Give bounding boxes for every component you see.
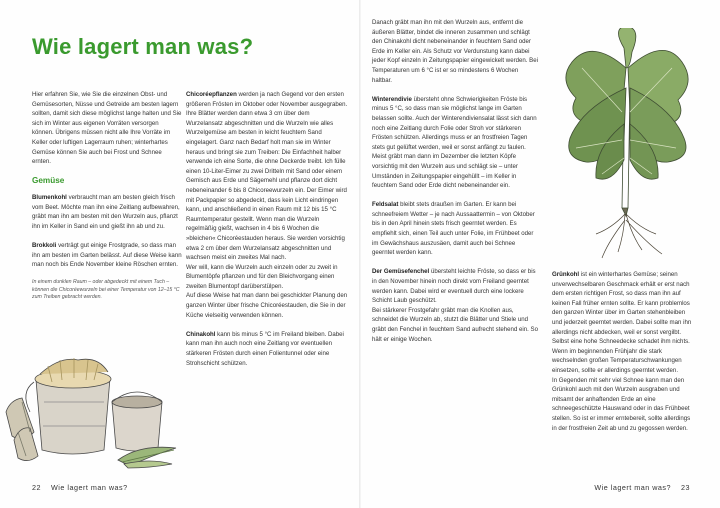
blumenkohl-paragraph — [32, 193, 182, 231]
chinakohl-text: kann bis minus 5 °C im Freiland bleiben. Dabei kann man ihn auch noch eine Zeitlang vor eventuellen stärkeren Frösten durch einen Folientunnel oder eine Strohschicht schützen. — [186, 330, 344, 367]
blumenkohl-text: verbraucht man am besten gleich frisch vom Beet. Möchte man ihn eine Zeitlang aufbewahren, gräbt man ihn am besten mit den Wurzeln aus, pflanzt ihn im Keller in Sand ein und gießt ihn ab und zu. — [32, 193, 180, 230]
feldsalat-paragraph — [372, 200, 538, 258]
chinakohl-term: Chinakohl — [186, 330, 216, 338]
chicoree-text: werden ja nach Gegend vor den ersten größeren Frösten im Oktober oder November ausgegraben. Ihre Blätter werden dann etwa 3 cm über dem Wurzelansatz abgeschnitten und die Wurzeln wie alles Wurzelgemüse am besten in leicht feuchtem Sand eingelagert. Ganz nach Bedarf holt man sie im Winter heraus und bringt sie zum Treiben: Die Einfachheit halber verwende ich eine Sorte, die ohne Deckerde treibt. Ich fülle einen 10-Liter-Eimer zu zwei Dritteln mit Sand oder einem Gemisch aus Erde und Sägemehl und pflanze dort dicht nebeneinander 6 bis 8 Chicoreewurzeln ein. Der Eimer wird mit Packpapier so abgedeckt, dass kein Licht eindringen kann, und anschließend in einen Raum mit 12 bis 15 °C Raumtemperatur gestellt. Wenn man die Wurzeln regelmäßig gießt, wachsen in 4 bis 6 Wochen die »bleichen« Chicoréestauden heraus. Sie werden vorsichtig etwa 2 cm über dem Wurzelansatz abgeschnitten und wachsen meist ein zweites Mal nach. — [186, 91, 348, 262]
footer-right — [594, 483, 690, 492]
chinakohl-continued-paragraph: Danach gräbt man ihn mit den Wurzeln aus, entfernt die äußeren Blätter, bindet die inneren zusammen und schlägt den Chinakohl dicht nebeneinander in feuchtem Sand oder Erde im Keller ein. Als Schutz vor Verdunstung kann dabei jeder Kopf einzeln in Zeitungspapier eingewickelt werden. Bei Temperaturen um 6 °C ist er so mindestens 6 Wochen haltbar. — [372, 19, 538, 84]
chicory-bucket-illustration — [0, 352, 184, 472]
fenchel-text: übersteht leichte Fröste, so dass er bis in den November hinein noch direkt vom Freiland geerntet werden kann. Dabei wird er eventuell durch eine lockere Schicht Laub geschützt. — [372, 268, 536, 305]
feldsalat-text: bleibt stets draußen im Garten. Er kann bei schneefreiem Wetter – je nach Aussaattermin – von Oktober bis in den April hinein stets frisch geerntet werden. Es empfiehlt sich, einen Teil auch unter Folie, im Frühbeet oder im Gewächshaus auszusäen, damit auch bei Schnee geerntet werden kann. — [372, 201, 535, 257]
chicoree-term: Chicoréepflanzen — [186, 91, 237, 98]
brokkoli-text: verträgt gut einige Frostgrade, so dass man ihn am besten im Garten belässt. Auf diese Weise kann man noch bis Ende November kleine Röschen ernten. — [32, 241, 182, 269]
fenchel-term: Der Gemüsefenchel — [372, 268, 430, 276]
gruenkohl-text: ist ein winterhartes Gemüse; seinen unverwechselbaren Geschmack erhält er erst nach dem ersten richtigen Frost, so dass man ihn auf keinen Fall früher ernten sollte. Er kann problemlos den ganzen Winter über im Garten stehenbleiben und jederzeit geerntet werden. Dabei sollte man ihn allerdings nicht abdecken, weil er sonst vergilbt. Selbst eine hohe Schneedecke schadet ihm nichts. Wenn im beginnenden Frühjahr die stark wechselnden großen Temperaturschwankungen einsetzen, sollte er allerdings geerntet werden. — [552, 271, 692, 374]
page-number-left: 22 — [32, 483, 41, 492]
page-gutter — [359, 0, 361, 508]
column-3 — [372, 18, 538, 354]
page-title: Wie lagert man was? — [32, 34, 254, 59]
kale-plant-illustration — [552, 28, 700, 260]
column-1 — [32, 90, 182, 312]
gruenkohl-paragraph-2: In Gegenden mit sehr viel Schnee kann man den Grünkohl auch mit den Wurzeln ausgraben und mitsamt der anhaftenden Erde an eine schneegeschützte Hauswand oder in das Frühbeet stellen. So ist er immer erntebereit, sollte allerdings in der frostfreien Zeit ab und zu gegossen werden. — [552, 376, 691, 432]
feldsalat-term: Feldsalat — [372, 201, 399, 209]
running-title-left: Wie lagert man was? — [51, 483, 128, 492]
fenchel-paragraph-2: Bei stärkerer Frostgefahr gräbt man die Knollen aus, schneidet die Wurzeln ab, stutzt die Blätter und Stiele und gräbt den Fenchel in feuchtem Sand aufrecht stehend ein. So hält er einige Wochen. — [372, 306, 538, 343]
intro-paragraph: Hier erfahren Sie, wie Sie die einzelnen Obst- und Gemüsesorten, Nüsse und Getreide am besten lagern sollten, damit sich diese möglichst lange halten und Sie sich im Winter aus eigenen Vorräten versorgen können. Übrigens müssen nicht alle Ihre Vorräte im Keller oder luftigen Lagerraum ruhen; winterhartes Gemüse können Sie auch bei Frost und Schnee ernten. — [32, 91, 182, 166]
blumenkohl-term: Blumenkohl — [32, 193, 67, 201]
brokkoli-term: Brokkoli — [32, 241, 57, 249]
column-2 — [186, 90, 348, 378]
winterendivie-text: übersteht ohne Schwierigkeiten Fröste bis minus 5 °C, so dass man sie möglichst lange im Garten belassen sollte. Auch der Winterendiviensalat lässt sich dann noch eine Zeitlang durch Folie oder Stroh vor stärkeren Frösten schützen. Allerdings muss er an frostfreien Tagen stets gut gelüftet werden, weil er sonst anfängt zu faulen. Meist gräbt man dann im Dezember die letzten Köpfe vorsichtig mit den Wurzeln aus und schlägt sie – unter Umständen in Zeitungspapier eingehüllt – im Keller in feuchtem Sand oder Erde dicht nebeneinander ein. — [372, 95, 537, 190]
illustration-caption: In einem dunklen Raum – oder abgedeckt mit einem Tuch – können die Chicoréewurzeln bei einer Temperatur von 12–15 °C zum Treiben gebracht werden. — [32, 279, 180, 301]
running-title-right: Wie lagert man was? — [594, 483, 671, 492]
gruenkohl-paragraph — [552, 270, 694, 376]
chicoree-paragraph-2: Wer will, kann die Wurzeln auch einzeln oder zu zweit in Blumentöpfe pflanzen und für den Bleichvorgang einen zweiten Blumentopf darüberstülpen. — [186, 263, 338, 290]
chinakohl-paragraph — [186, 330, 348, 368]
footer-left — [32, 483, 128, 492]
section-heading-gemuese: Gemüse — [32, 176, 65, 186]
winterendivie-term: Winterendivie — [372, 95, 412, 103]
fenchel-paragraph — [372, 267, 538, 305]
column-4 — [552, 270, 694, 443]
brokkoli-paragraph — [32, 241, 182, 270]
chicoree-paragraph-3: Auf diese Weise hat man dann bei geschickter Planung den ganzen Winter über frische Chicoréestauden, die Sie in der Küche vielseitig verwenden können. — [186, 292, 348, 319]
gruenkohl-term: Grünkohl — [552, 271, 580, 278]
chicoree-paragraph — [186, 90, 348, 263]
winterendivie-paragraph — [372, 95, 538, 191]
page-number-right: 23 — [681, 483, 690, 492]
